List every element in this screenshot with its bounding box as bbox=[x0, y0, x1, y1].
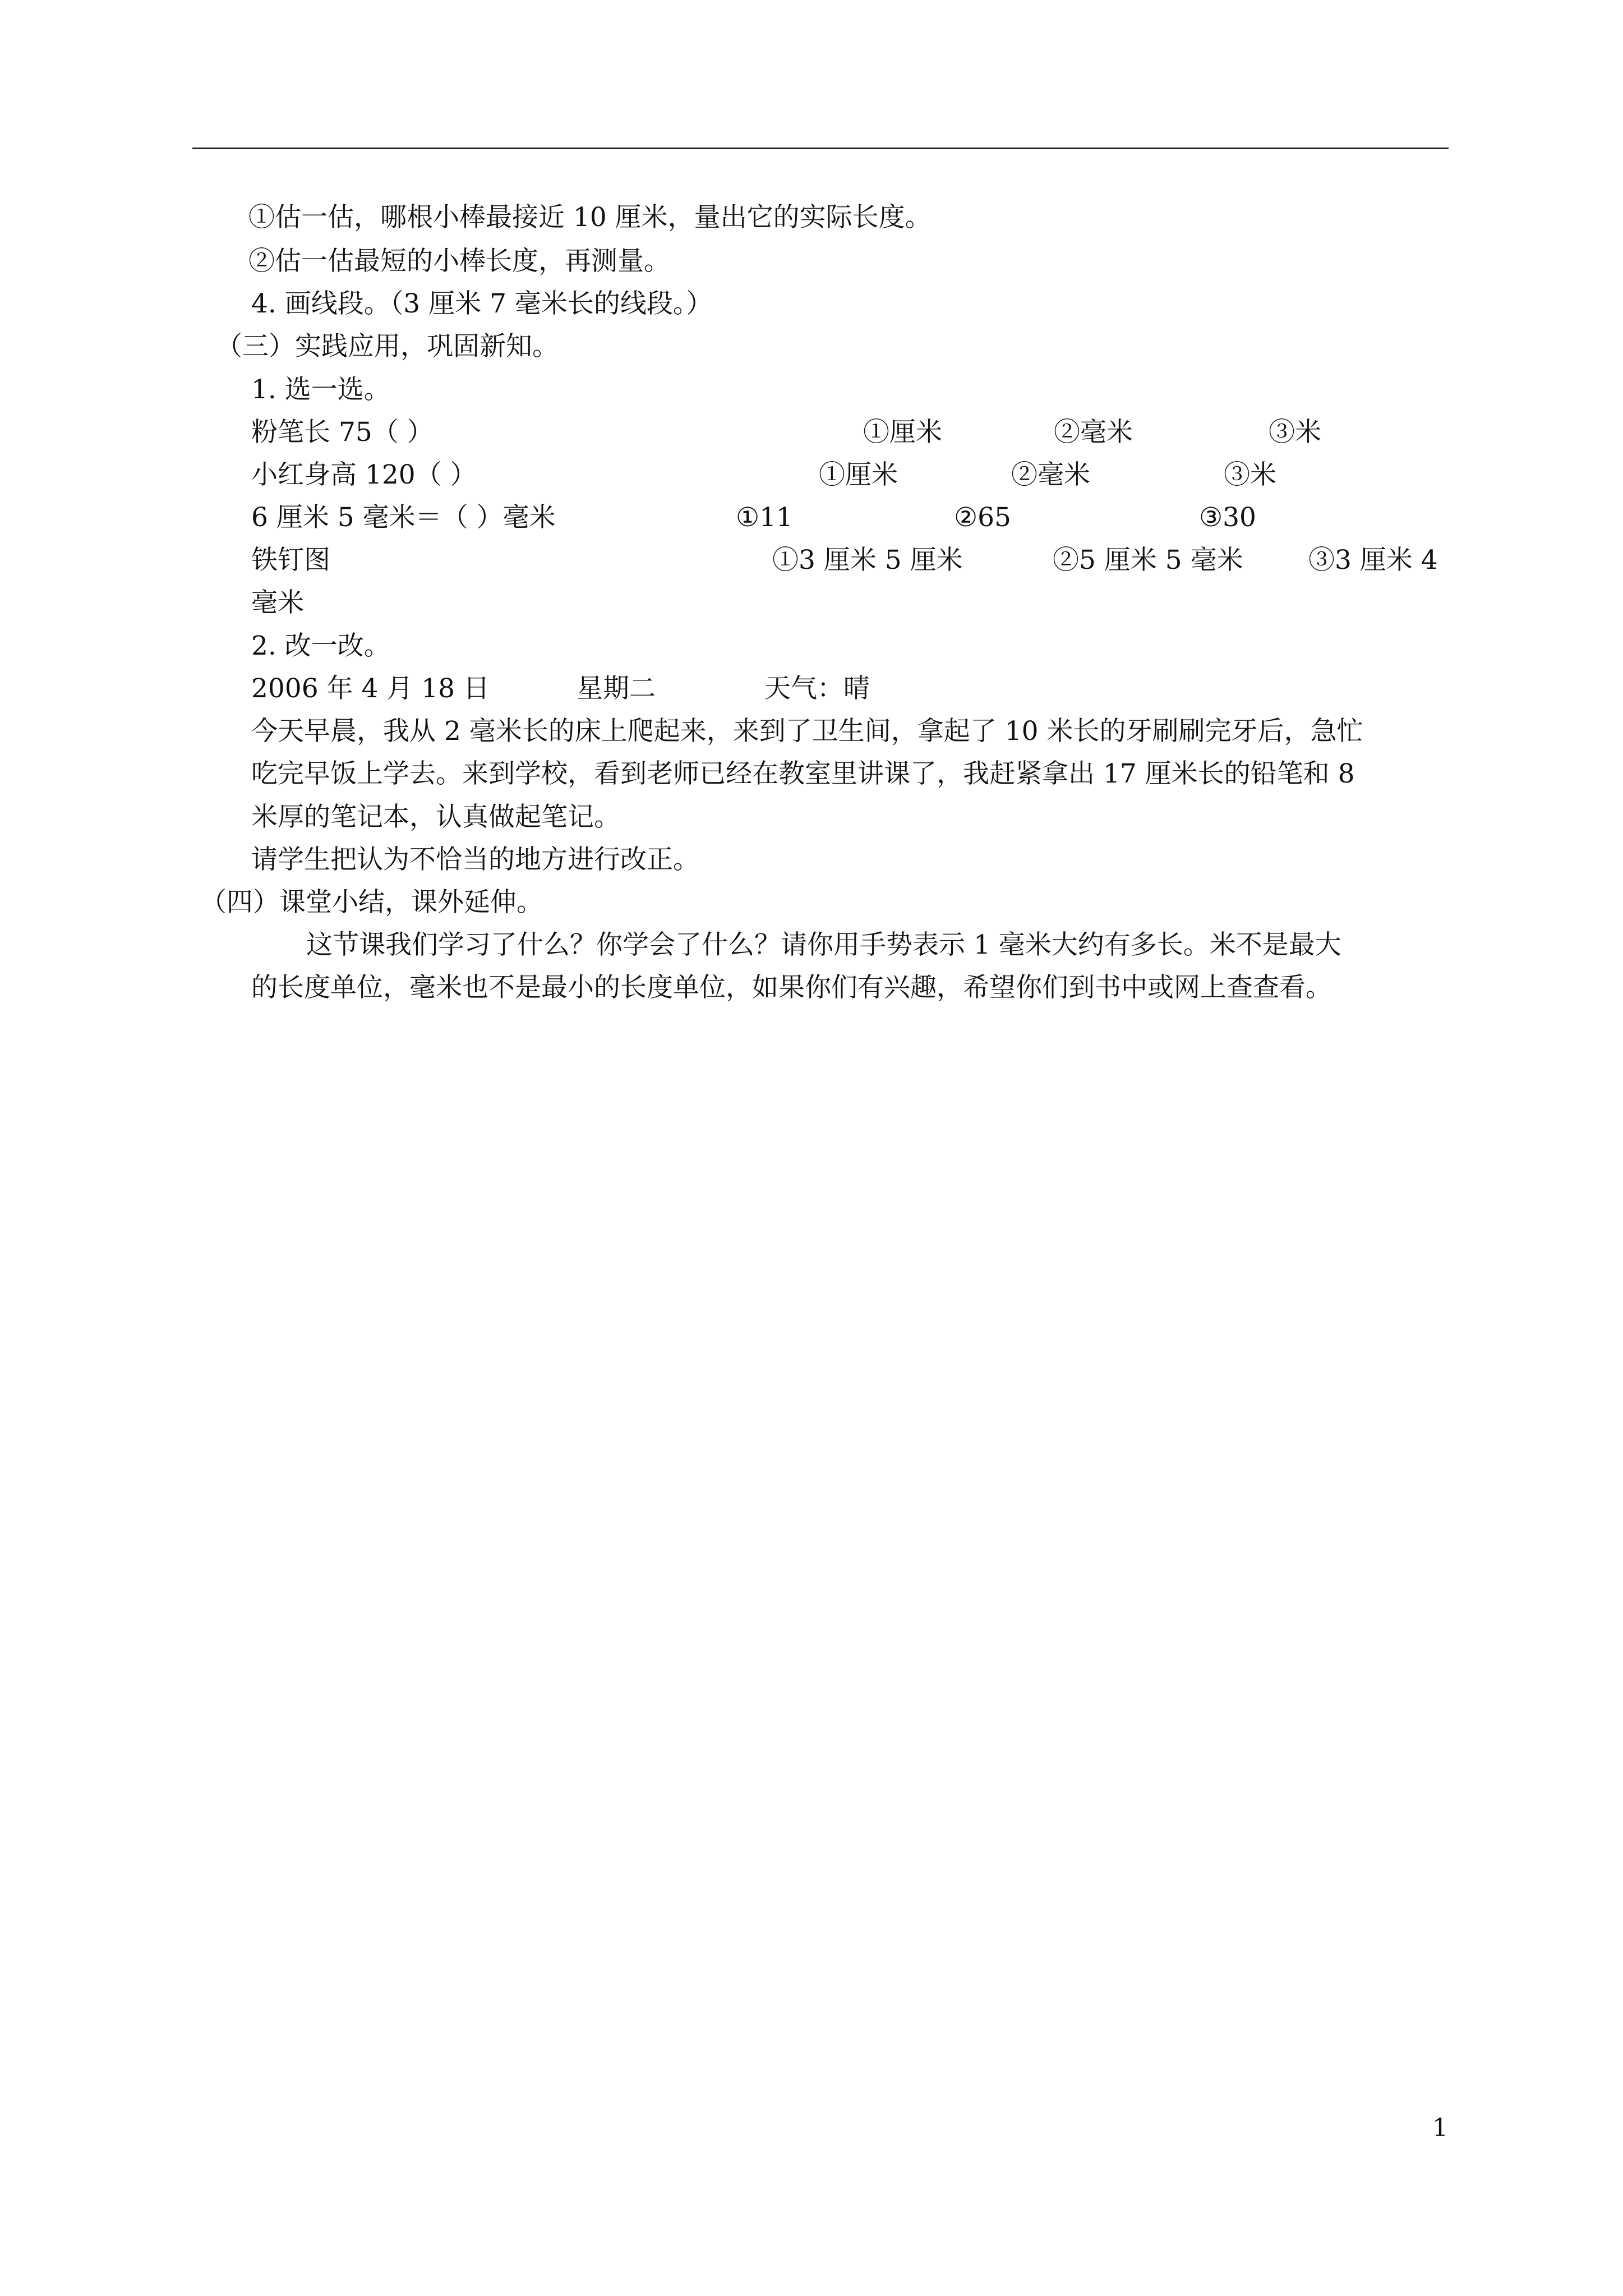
choice-option: ②毫米 bbox=[1011, 459, 1090, 490]
step-estimate-shortest: ②估一估最短的小棒长度，再测量。 bbox=[248, 246, 670, 277]
choice-option: ①厘米 bbox=[863, 417, 942, 448]
choice-option: ③米 bbox=[1224, 459, 1276, 490]
choice-option: ②65 bbox=[954, 502, 1011, 533]
question-2-title: 2. 改一改。 bbox=[251, 631, 390, 661]
choice-option: ①11 bbox=[736, 502, 793, 533]
choice-stem: 粉笔长 75（ ） bbox=[251, 417, 434, 448]
summary-line: 的长度单位，毫米也不是最小的长度单位，如果你们有兴趣，希望你们到书中或网上查查看。 bbox=[251, 972, 1332, 1003]
page-number: 1 bbox=[1432, 2114, 1448, 2142]
summary-line: 这节课我们学习了什么？你学会了什么？请你用手势表示 1 毫米大约有多长。米不是最大 bbox=[306, 930, 1341, 960]
diary-weekday: 星期二 bbox=[577, 673, 656, 704]
choice-option: ②毫米 bbox=[1054, 417, 1133, 448]
section-heading-3: （三）实践应用，巩固新知。 bbox=[216, 331, 559, 362]
diary-text-line: 吃完早饭上学去。来到学校，看到老师已经在教室里讲课了，我赶紧拿出 17 厘米长的铅笔和 8 bbox=[251, 758, 1355, 789]
choice-option: ③米 bbox=[1269, 417, 1321, 448]
choice-stem: 铁钉图 bbox=[251, 545, 330, 576]
question-1-title: 1. 选一选。 bbox=[251, 374, 390, 405]
choice-option: ③30 bbox=[1199, 502, 1256, 533]
choice-continuation: 毫米 bbox=[251, 587, 304, 618]
step-estimate-closest: ①估一估，哪根小棒最接近 10 厘米，量出它的实际长度。 bbox=[248, 202, 932, 233]
choice-stem: 小红身高 120（ ） bbox=[251, 459, 477, 490]
item-draw-segment: 4. 画线段。（3 厘米 7 毫米长的线段。） bbox=[251, 288, 713, 319]
correction-instruction: 请学生把认为不恰当的地方进行改正。 bbox=[251, 844, 699, 875]
header-rule bbox=[192, 148, 1449, 149]
choice-option: ③3 厘米 4 bbox=[1308, 545, 1438, 576]
diary-date: 2006 年 4 月 18 日 bbox=[251, 673, 490, 704]
diary-weather: 天气：晴 bbox=[764, 673, 870, 704]
section-heading-4: （四）课堂小结，课外延伸。 bbox=[200, 887, 543, 918]
diary-text-line: 米厚的笔记本，认真做起笔记。 bbox=[251, 802, 620, 832]
choice-stem: 6 厘米 5 毫米＝（ ）毫米 bbox=[251, 502, 556, 533]
diary-text-line: 今天早晨，我从 2 毫米长的床上爬起来，来到了卫生间，拿起了 10 米长的牙刷刷完牙后，急忙 bbox=[251, 716, 1363, 747]
choice-option: ①3 厘米 5 厘米 bbox=[772, 545, 963, 576]
choice-option: ①厘米 bbox=[819, 459, 898, 490]
choice-option: ②5 厘米 5 毫米 bbox=[1053, 545, 1243, 576]
